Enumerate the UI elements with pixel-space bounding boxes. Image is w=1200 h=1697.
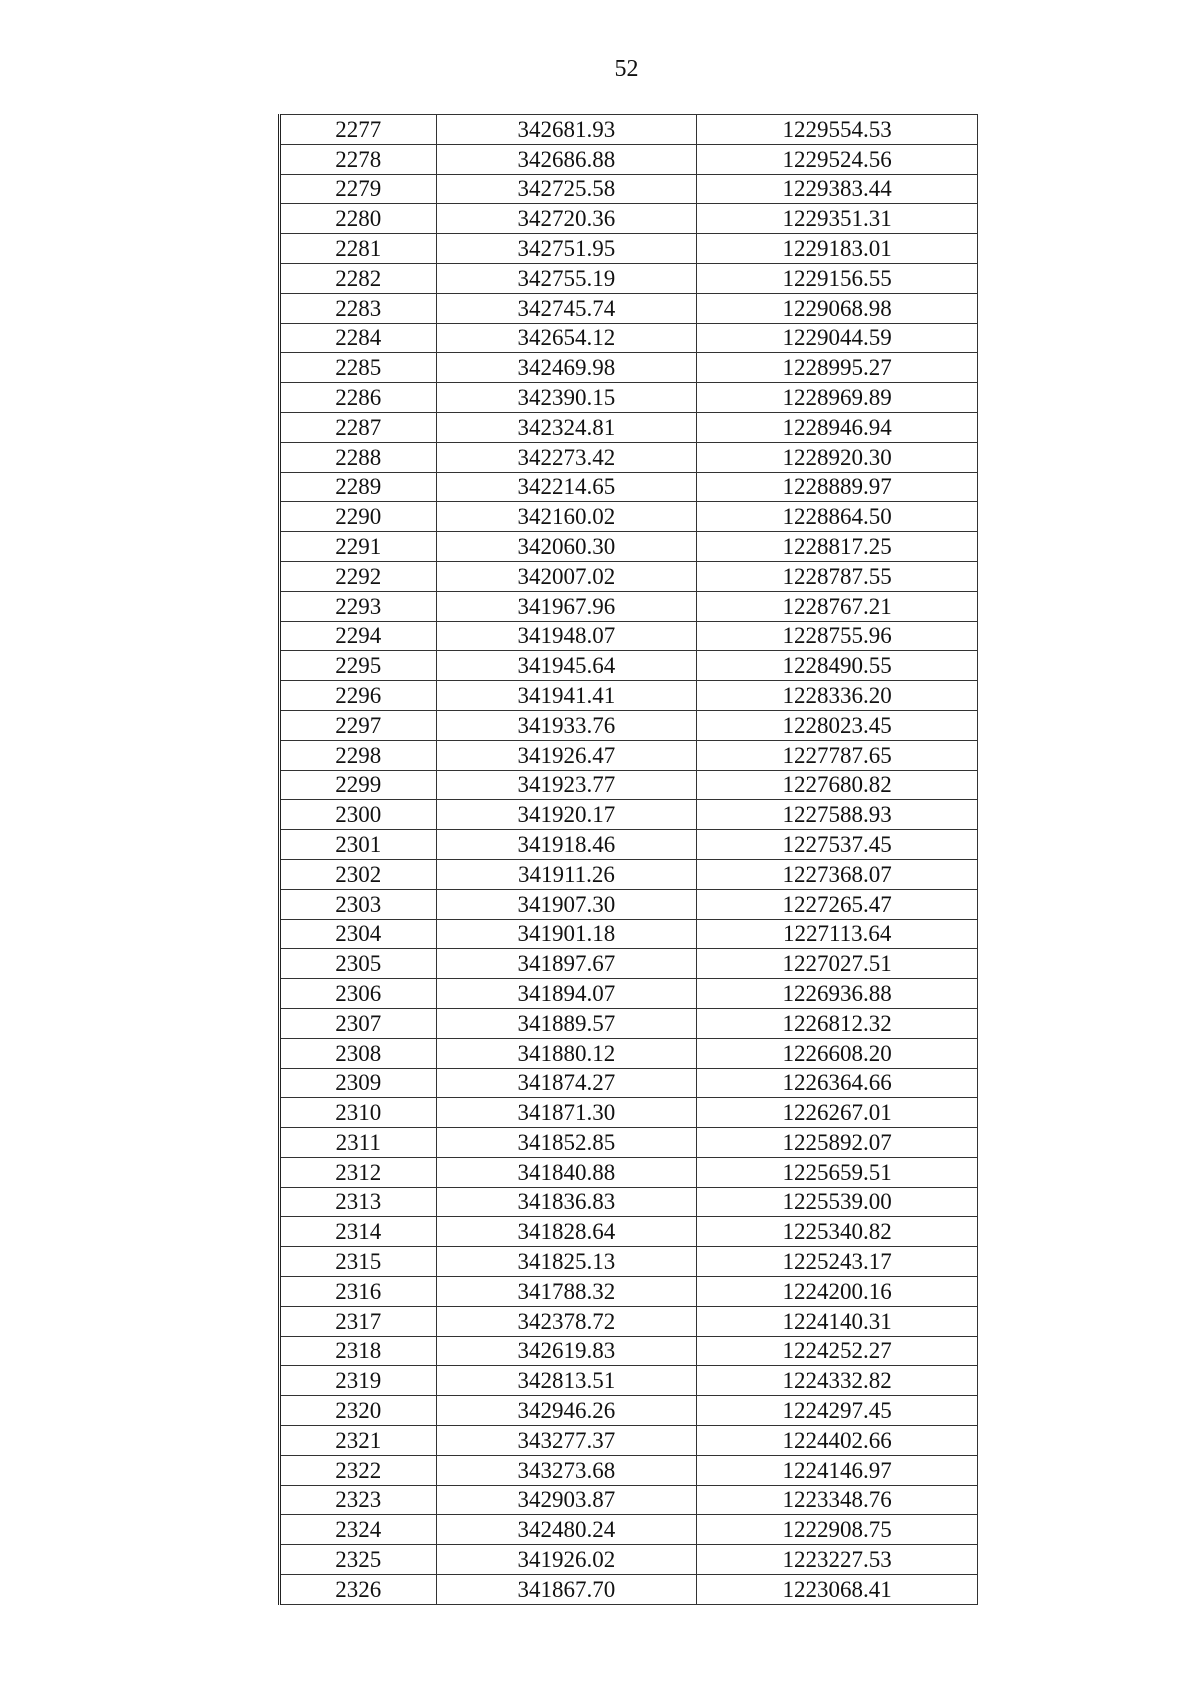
table-row xyxy=(280,710,978,740)
table-body xyxy=(280,115,978,1605)
y-coordinate-cell: 1224402.66 xyxy=(697,1426,978,1456)
table-row xyxy=(280,1098,978,1128)
table-row xyxy=(280,1545,978,1575)
table-row xyxy=(280,442,978,472)
y-coordinate-cell: 1229524.56 xyxy=(697,144,978,174)
y-coordinate-cell: 1225340.82 xyxy=(697,1217,978,1247)
y-coordinate-cell: 1228817.25 xyxy=(697,532,978,562)
y-coordinate-cell: 1227265.47 xyxy=(697,889,978,919)
point-number-cell: 2308 xyxy=(280,1038,437,1068)
point-number-cell: 2320 xyxy=(280,1396,437,1426)
table-row xyxy=(280,1366,978,1396)
y-coordinate-cell: 1229068.98 xyxy=(697,293,978,323)
table-row xyxy=(280,1068,978,1098)
x-coordinate-cell: 342390.15 xyxy=(436,383,697,413)
table-row xyxy=(280,144,978,174)
point-number-cell: 2304 xyxy=(280,919,437,949)
table-row xyxy=(280,1277,978,1307)
table-row xyxy=(280,1485,978,1515)
point-number-cell: 2279 xyxy=(280,174,437,204)
x-coordinate-cell: 342007.02 xyxy=(436,561,697,591)
table-row xyxy=(280,1455,978,1485)
table-row xyxy=(280,1336,978,1366)
y-coordinate-cell: 1227113.64 xyxy=(697,919,978,949)
y-coordinate-cell: 1224332.82 xyxy=(697,1366,978,1396)
point-number-cell: 2295 xyxy=(280,651,437,681)
x-coordinate-cell: 341836.83 xyxy=(436,1187,697,1217)
point-number-cell: 2301 xyxy=(280,830,437,860)
x-coordinate-cell: 341911.26 xyxy=(436,859,697,889)
point-number-cell: 2288 xyxy=(280,442,437,472)
x-coordinate-cell: 341889.57 xyxy=(436,1008,697,1038)
x-coordinate-cell: 341923.77 xyxy=(436,770,697,800)
point-number-cell: 2317 xyxy=(280,1306,437,1336)
table-row xyxy=(280,1217,978,1247)
table-row xyxy=(280,1157,978,1187)
y-coordinate-cell: 1226812.32 xyxy=(697,1008,978,1038)
point-number-cell: 2310 xyxy=(280,1098,437,1128)
x-coordinate-cell: 342813.51 xyxy=(436,1366,697,1396)
y-coordinate-cell: 1222908.75 xyxy=(697,1515,978,1545)
y-coordinate-cell: 1229554.53 xyxy=(697,115,978,145)
y-coordinate-cell: 1228767.21 xyxy=(697,591,978,621)
point-number-cell: 2284 xyxy=(280,323,437,353)
table-row xyxy=(280,263,978,293)
point-number-cell: 2299 xyxy=(280,770,437,800)
y-coordinate-cell: 1228336.20 xyxy=(697,681,978,711)
x-coordinate-cell: 341874.27 xyxy=(436,1068,697,1098)
y-coordinate-cell: 1226608.20 xyxy=(697,1038,978,1068)
table-row xyxy=(280,681,978,711)
point-number-cell: 2293 xyxy=(280,591,437,621)
y-coordinate-cell: 1228889.97 xyxy=(697,472,978,502)
y-coordinate-cell: 1223348.76 xyxy=(697,1485,978,1515)
y-coordinate-cell: 1227787.65 xyxy=(697,740,978,770)
x-coordinate-cell: 342720.36 xyxy=(436,204,697,234)
table-row xyxy=(280,115,978,145)
y-coordinate-cell: 1228755.96 xyxy=(697,621,978,651)
point-number-cell: 2314 xyxy=(280,1217,437,1247)
point-number-cell: 2311 xyxy=(280,1128,437,1158)
point-number-cell: 2297 xyxy=(280,710,437,740)
x-coordinate-cell: 342060.30 xyxy=(436,532,697,562)
table-row xyxy=(280,1038,978,1068)
point-number-cell: 2305 xyxy=(280,949,437,979)
point-number-cell: 2283 xyxy=(280,293,437,323)
y-coordinate-cell: 1224252.27 xyxy=(697,1336,978,1366)
x-coordinate-cell: 342214.65 xyxy=(436,472,697,502)
x-coordinate-cell: 341897.67 xyxy=(436,949,697,979)
table-row xyxy=(280,1396,978,1426)
x-coordinate-cell: 342619.83 xyxy=(436,1336,697,1366)
point-number-cell: 2312 xyxy=(280,1157,437,1187)
table-row xyxy=(280,204,978,234)
x-coordinate-cell: 342378.72 xyxy=(436,1306,697,1336)
table-row xyxy=(280,1306,978,1336)
point-number-cell: 2282 xyxy=(280,263,437,293)
table-row xyxy=(280,1187,978,1217)
point-number-cell: 2302 xyxy=(280,859,437,889)
point-number-cell: 2292 xyxy=(280,561,437,591)
table-row xyxy=(280,561,978,591)
point-number-cell: 2287 xyxy=(280,412,437,442)
x-coordinate-cell: 341926.02 xyxy=(436,1545,697,1575)
x-coordinate-cell: 342755.19 xyxy=(436,263,697,293)
y-coordinate-cell: 1226364.66 xyxy=(697,1068,978,1098)
table-row xyxy=(280,293,978,323)
x-coordinate-cell: 341828.64 xyxy=(436,1217,697,1247)
table-row xyxy=(280,621,978,651)
table-row xyxy=(280,472,978,502)
coordinate-table xyxy=(278,114,978,1605)
point-number-cell: 2291 xyxy=(280,532,437,562)
table-row xyxy=(280,1247,978,1277)
point-number-cell: 2319 xyxy=(280,1366,437,1396)
point-number-cell: 2298 xyxy=(280,740,437,770)
x-coordinate-cell: 342469.98 xyxy=(436,353,697,383)
table-row xyxy=(280,353,978,383)
point-number-cell: 2323 xyxy=(280,1485,437,1515)
y-coordinate-cell: 1227680.82 xyxy=(697,770,978,800)
x-coordinate-cell: 342480.24 xyxy=(436,1515,697,1545)
x-coordinate-cell: 342725.58 xyxy=(436,174,697,204)
point-number-cell: 2300 xyxy=(280,800,437,830)
x-coordinate-cell: 341907.30 xyxy=(436,889,697,919)
point-number-cell: 2322 xyxy=(280,1455,437,1485)
x-coordinate-cell: 342903.87 xyxy=(436,1485,697,1515)
point-number-cell: 2277 xyxy=(280,115,437,145)
y-coordinate-cell: 1225243.17 xyxy=(697,1247,978,1277)
y-coordinate-cell: 1223068.41 xyxy=(697,1575,978,1605)
y-coordinate-cell: 1228490.55 xyxy=(697,651,978,681)
point-number-cell: 2303 xyxy=(280,889,437,919)
x-coordinate-cell: 342686.88 xyxy=(436,144,697,174)
table-row xyxy=(280,979,978,1009)
table-row xyxy=(280,1426,978,1456)
table-row xyxy=(280,1515,978,1545)
y-coordinate-cell: 1223227.53 xyxy=(697,1545,978,1575)
x-coordinate-cell: 341867.70 xyxy=(436,1575,697,1605)
x-coordinate-cell: 341901.18 xyxy=(436,919,697,949)
y-coordinate-cell: 1226936.88 xyxy=(697,979,978,1009)
x-coordinate-cell: 342751.95 xyxy=(436,234,697,264)
y-coordinate-cell: 1225539.00 xyxy=(697,1187,978,1217)
y-coordinate-cell: 1227368.07 xyxy=(697,859,978,889)
point-number-cell: 2289 xyxy=(280,472,437,502)
y-coordinate-cell: 1229156.55 xyxy=(697,263,978,293)
point-number-cell: 2321 xyxy=(280,1426,437,1456)
x-coordinate-cell: 341941.41 xyxy=(436,681,697,711)
x-coordinate-cell: 341840.88 xyxy=(436,1157,697,1187)
y-coordinate-cell: 1228920.30 xyxy=(697,442,978,472)
table-row xyxy=(280,651,978,681)
point-number-cell: 2307 xyxy=(280,1008,437,1038)
x-coordinate-cell: 341788.32 xyxy=(436,1277,697,1307)
y-coordinate-cell: 1228864.50 xyxy=(697,502,978,532)
x-coordinate-cell: 341880.12 xyxy=(436,1038,697,1068)
point-number-cell: 2318 xyxy=(280,1336,437,1366)
y-coordinate-cell: 1228023.45 xyxy=(697,710,978,740)
table-row xyxy=(280,323,978,353)
x-coordinate-cell: 342946.26 xyxy=(436,1396,697,1426)
y-coordinate-cell: 1224146.97 xyxy=(697,1455,978,1485)
x-coordinate-cell: 341933.76 xyxy=(436,710,697,740)
y-coordinate-cell: 1228995.27 xyxy=(697,353,978,383)
table-row xyxy=(280,919,978,949)
point-number-cell: 2326 xyxy=(280,1575,437,1605)
y-coordinate-cell: 1225659.51 xyxy=(697,1157,978,1187)
x-coordinate-cell: 342324.81 xyxy=(436,412,697,442)
point-number-cell: 2290 xyxy=(280,502,437,532)
table-row xyxy=(280,859,978,889)
y-coordinate-cell: 1229183.01 xyxy=(697,234,978,264)
x-coordinate-cell: 342681.93 xyxy=(436,115,697,145)
table-row xyxy=(280,770,978,800)
table-row xyxy=(280,949,978,979)
table-row xyxy=(280,1008,978,1038)
x-coordinate-cell: 341852.85 xyxy=(436,1128,697,1158)
y-coordinate-cell: 1229044.59 xyxy=(697,323,978,353)
y-coordinate-cell: 1228946.94 xyxy=(697,412,978,442)
y-coordinate-cell: 1224200.16 xyxy=(697,1277,978,1307)
x-coordinate-cell: 341926.47 xyxy=(436,740,697,770)
point-number-cell: 2316 xyxy=(280,1277,437,1307)
table-row xyxy=(280,830,978,860)
x-coordinate-cell: 343277.37 xyxy=(436,1426,697,1456)
y-coordinate-cell: 1228787.55 xyxy=(697,561,978,591)
x-coordinate-cell: 342654.12 xyxy=(436,323,697,353)
point-number-cell: 2325 xyxy=(280,1545,437,1575)
table-row xyxy=(280,889,978,919)
y-coordinate-cell: 1227588.93 xyxy=(697,800,978,830)
table-row xyxy=(280,800,978,830)
table-row xyxy=(280,532,978,562)
point-number-cell: 2278 xyxy=(280,144,437,174)
point-number-cell: 2281 xyxy=(280,234,437,264)
y-coordinate-cell: 1226267.01 xyxy=(697,1098,978,1128)
y-coordinate-cell: 1224297.45 xyxy=(697,1396,978,1426)
y-coordinate-cell: 1227027.51 xyxy=(697,949,978,979)
x-coordinate-cell: 341825.13 xyxy=(436,1247,697,1277)
y-coordinate-cell: 1229351.31 xyxy=(697,204,978,234)
point-number-cell: 2294 xyxy=(280,621,437,651)
x-coordinate-cell: 342745.74 xyxy=(436,293,697,323)
x-coordinate-cell: 342273.42 xyxy=(436,442,697,472)
point-number-cell: 2324 xyxy=(280,1515,437,1545)
table-row xyxy=(280,1575,978,1605)
point-number-cell: 2315 xyxy=(280,1247,437,1277)
table-row xyxy=(280,412,978,442)
page-number: 52 xyxy=(614,56,639,82)
x-coordinate-cell: 343273.68 xyxy=(436,1455,697,1485)
y-coordinate-cell: 1229383.44 xyxy=(697,174,978,204)
x-coordinate-cell: 341945.64 xyxy=(436,651,697,681)
table-row xyxy=(280,234,978,264)
point-number-cell: 2286 xyxy=(280,383,437,413)
point-number-cell: 2313 xyxy=(280,1187,437,1217)
point-number-cell: 2296 xyxy=(280,681,437,711)
table-row xyxy=(280,1128,978,1158)
y-coordinate-cell: 1228969.89 xyxy=(697,383,978,413)
x-coordinate-cell: 341871.30 xyxy=(436,1098,697,1128)
table-row xyxy=(280,591,978,621)
x-coordinate-cell: 341918.46 xyxy=(436,830,697,860)
x-coordinate-cell: 341967.96 xyxy=(436,591,697,621)
point-number-cell: 2309 xyxy=(280,1068,437,1098)
point-number-cell: 2306 xyxy=(280,979,437,1009)
table-row xyxy=(280,740,978,770)
point-number-cell: 2285 xyxy=(280,353,437,383)
x-coordinate-cell: 342160.02 xyxy=(436,502,697,532)
table-row xyxy=(280,174,978,204)
y-coordinate-cell: 1227537.45 xyxy=(697,830,978,860)
y-coordinate-cell: 1224140.31 xyxy=(697,1306,978,1336)
x-coordinate-cell: 341894.07 xyxy=(436,979,697,1009)
table-row xyxy=(280,502,978,532)
x-coordinate-cell: 341920.17 xyxy=(436,800,697,830)
point-number-cell: 2280 xyxy=(280,204,437,234)
x-coordinate-cell: 341948.07 xyxy=(436,621,697,651)
table-row xyxy=(280,383,978,413)
y-coordinate-cell: 1225892.07 xyxy=(697,1128,978,1158)
